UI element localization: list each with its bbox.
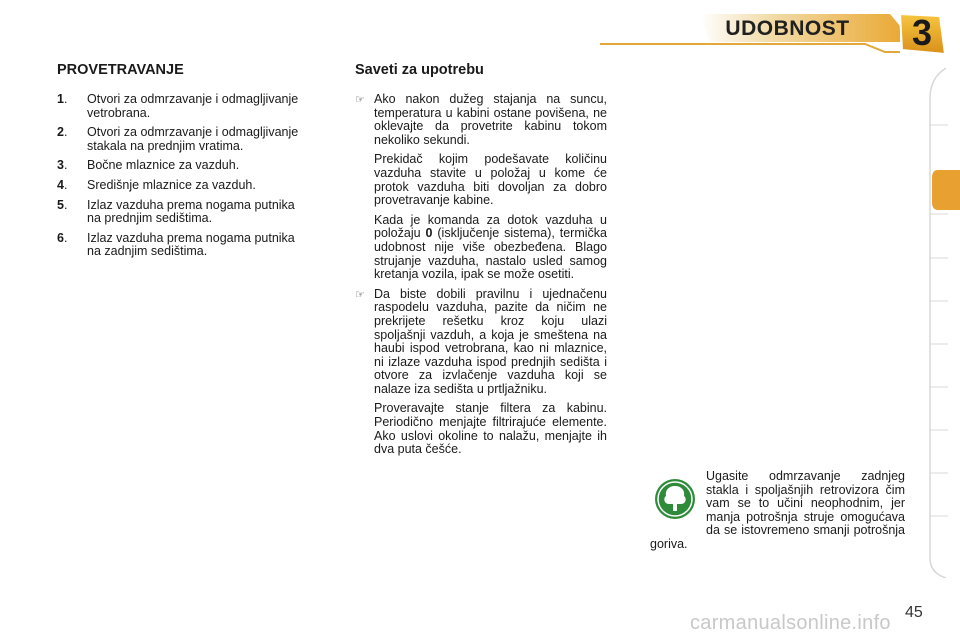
item-text: Otvori za odmrzavanje i odmagljivanje vetrobrana. [87, 92, 299, 120]
tip-paragraph: Ako nakon dužeg stajanja na suncu, temperatura u kabini ostane povišena, ne oklevajte da provetrite kabinu tokom nekoliko sekundi. [374, 92, 607, 147]
tip-text: Kada je komanda za dotok vazduha u položaju [374, 212, 607, 241]
pointing-hand-icon: ☞ [355, 94, 365, 106]
page-number: 45 [905, 604, 923, 621]
tip-block [355, 93, 607, 282]
list-item: 3 . Bočne mlaznice za vazduh. [57, 158, 240, 173]
item-text: Izlaz vazduha prema nogama putnika na prednjim sedištima. [87, 197, 295, 226]
list-item: 6 . Izlaz vazduha prema nogama putnika na zadnjim sedištima. [57, 232, 307, 259]
item-number: 4 [57, 177, 64, 192]
chapter-tabs [926, 68, 960, 578]
item-text: Bočne mlaznice za vazduh. [87, 158, 240, 173]
usage-tips-section [355, 60, 607, 463]
ventilation-section [57, 60, 307, 265]
list-item: 5 . Izlaz vazduha prema nogama putnika na prednjim sedištima. [57, 199, 307, 226]
tip-paragraph: Da biste dobili pravilnu i ujednačenu raspodelu vazduha, pazite da ničim ne prekrijete rešetku kroz koju ulazi spoljašnji vazduh, a koja je smeštena na haubi ispod vetrobrana, kao ni mlaznice, ni izlaze vazduha ispod prednjih sedišta i otvore za izvlačenje vazduha koji se nalaze iza sedišta u prtljažniku. [374, 286, 607, 396]
tip-text: (isključenje sistema), termička udobnost nije više obezbeđena. Blago strujanje vazduha, nastalo usled samog kretanja vozila, ipak se može osetiti. [374, 226, 607, 282]
eco-note [650, 470, 905, 552]
tip-paragraph [374, 214, 607, 282]
tip-block [355, 288, 607, 457]
tree-icon [654, 478, 696, 520]
vents-list [57, 93, 307, 259]
item-text: Otvori za odmrzavanje i odmagljivanje stakala na prednjim vratima. [87, 125, 299, 153]
tip-paragraph: Prekidač kojim podešavate količinu vazduha stavite u položaj u kome će protok vazduha biti dovoljan za dobro provetravanje kabine. [374, 152, 607, 208]
eco-text: Ugasite odmrzavanje zadnjeg stakla i spoljašnjih retrovizora čim vam se to učini neophodnim, jer manja potrošnja struje omogućava da se istovremeno smanji potrošnja goriva. [650, 469, 905, 551]
watermark: carmanualsonline.info [690, 612, 891, 634]
list-item: 1 . Otvori za odmrzavanje i odmagljivanje vetrobrana. [57, 93, 307, 120]
item-text: Izlaz vazduha prema nogama putnika na zadnjim sedištima. [87, 230, 295, 259]
section-heading: Saveti za upotrebu [355, 62, 484, 78]
position-zero: 0 [425, 226, 433, 241]
list-item: 4 . Središnje mlaznice za vazduh. [57, 177, 256, 192]
pointing-hand-icon: ☞ [355, 288, 365, 301]
chapter-title: UDOBNOST [725, 17, 850, 40]
item-number: 6 [57, 230, 64, 245]
item-text: Središnje mlaznice za vazduh. [87, 177, 256, 192]
item-number: 2 [57, 125, 64, 140]
section-heading: PROVETRAVANJE [57, 62, 184, 78]
item-number: 5 [57, 197, 64, 212]
item-number: 1 [57, 92, 64, 106]
tip-paragraph: Proveravajte stanje filtera za kabinu. Periodično menjajte filtrirajuće elemente. Ako uslovi okoline to nalažu, menjajte ih dva puta češće. [374, 401, 607, 457]
list-item: 2 . Otvori za odmrzavanje i odmagljivanje stakala na prednjim vratima. [57, 126, 307, 153]
item-number: 3 [57, 158, 64, 173]
chapter-number: 3 [911, 12, 933, 53]
